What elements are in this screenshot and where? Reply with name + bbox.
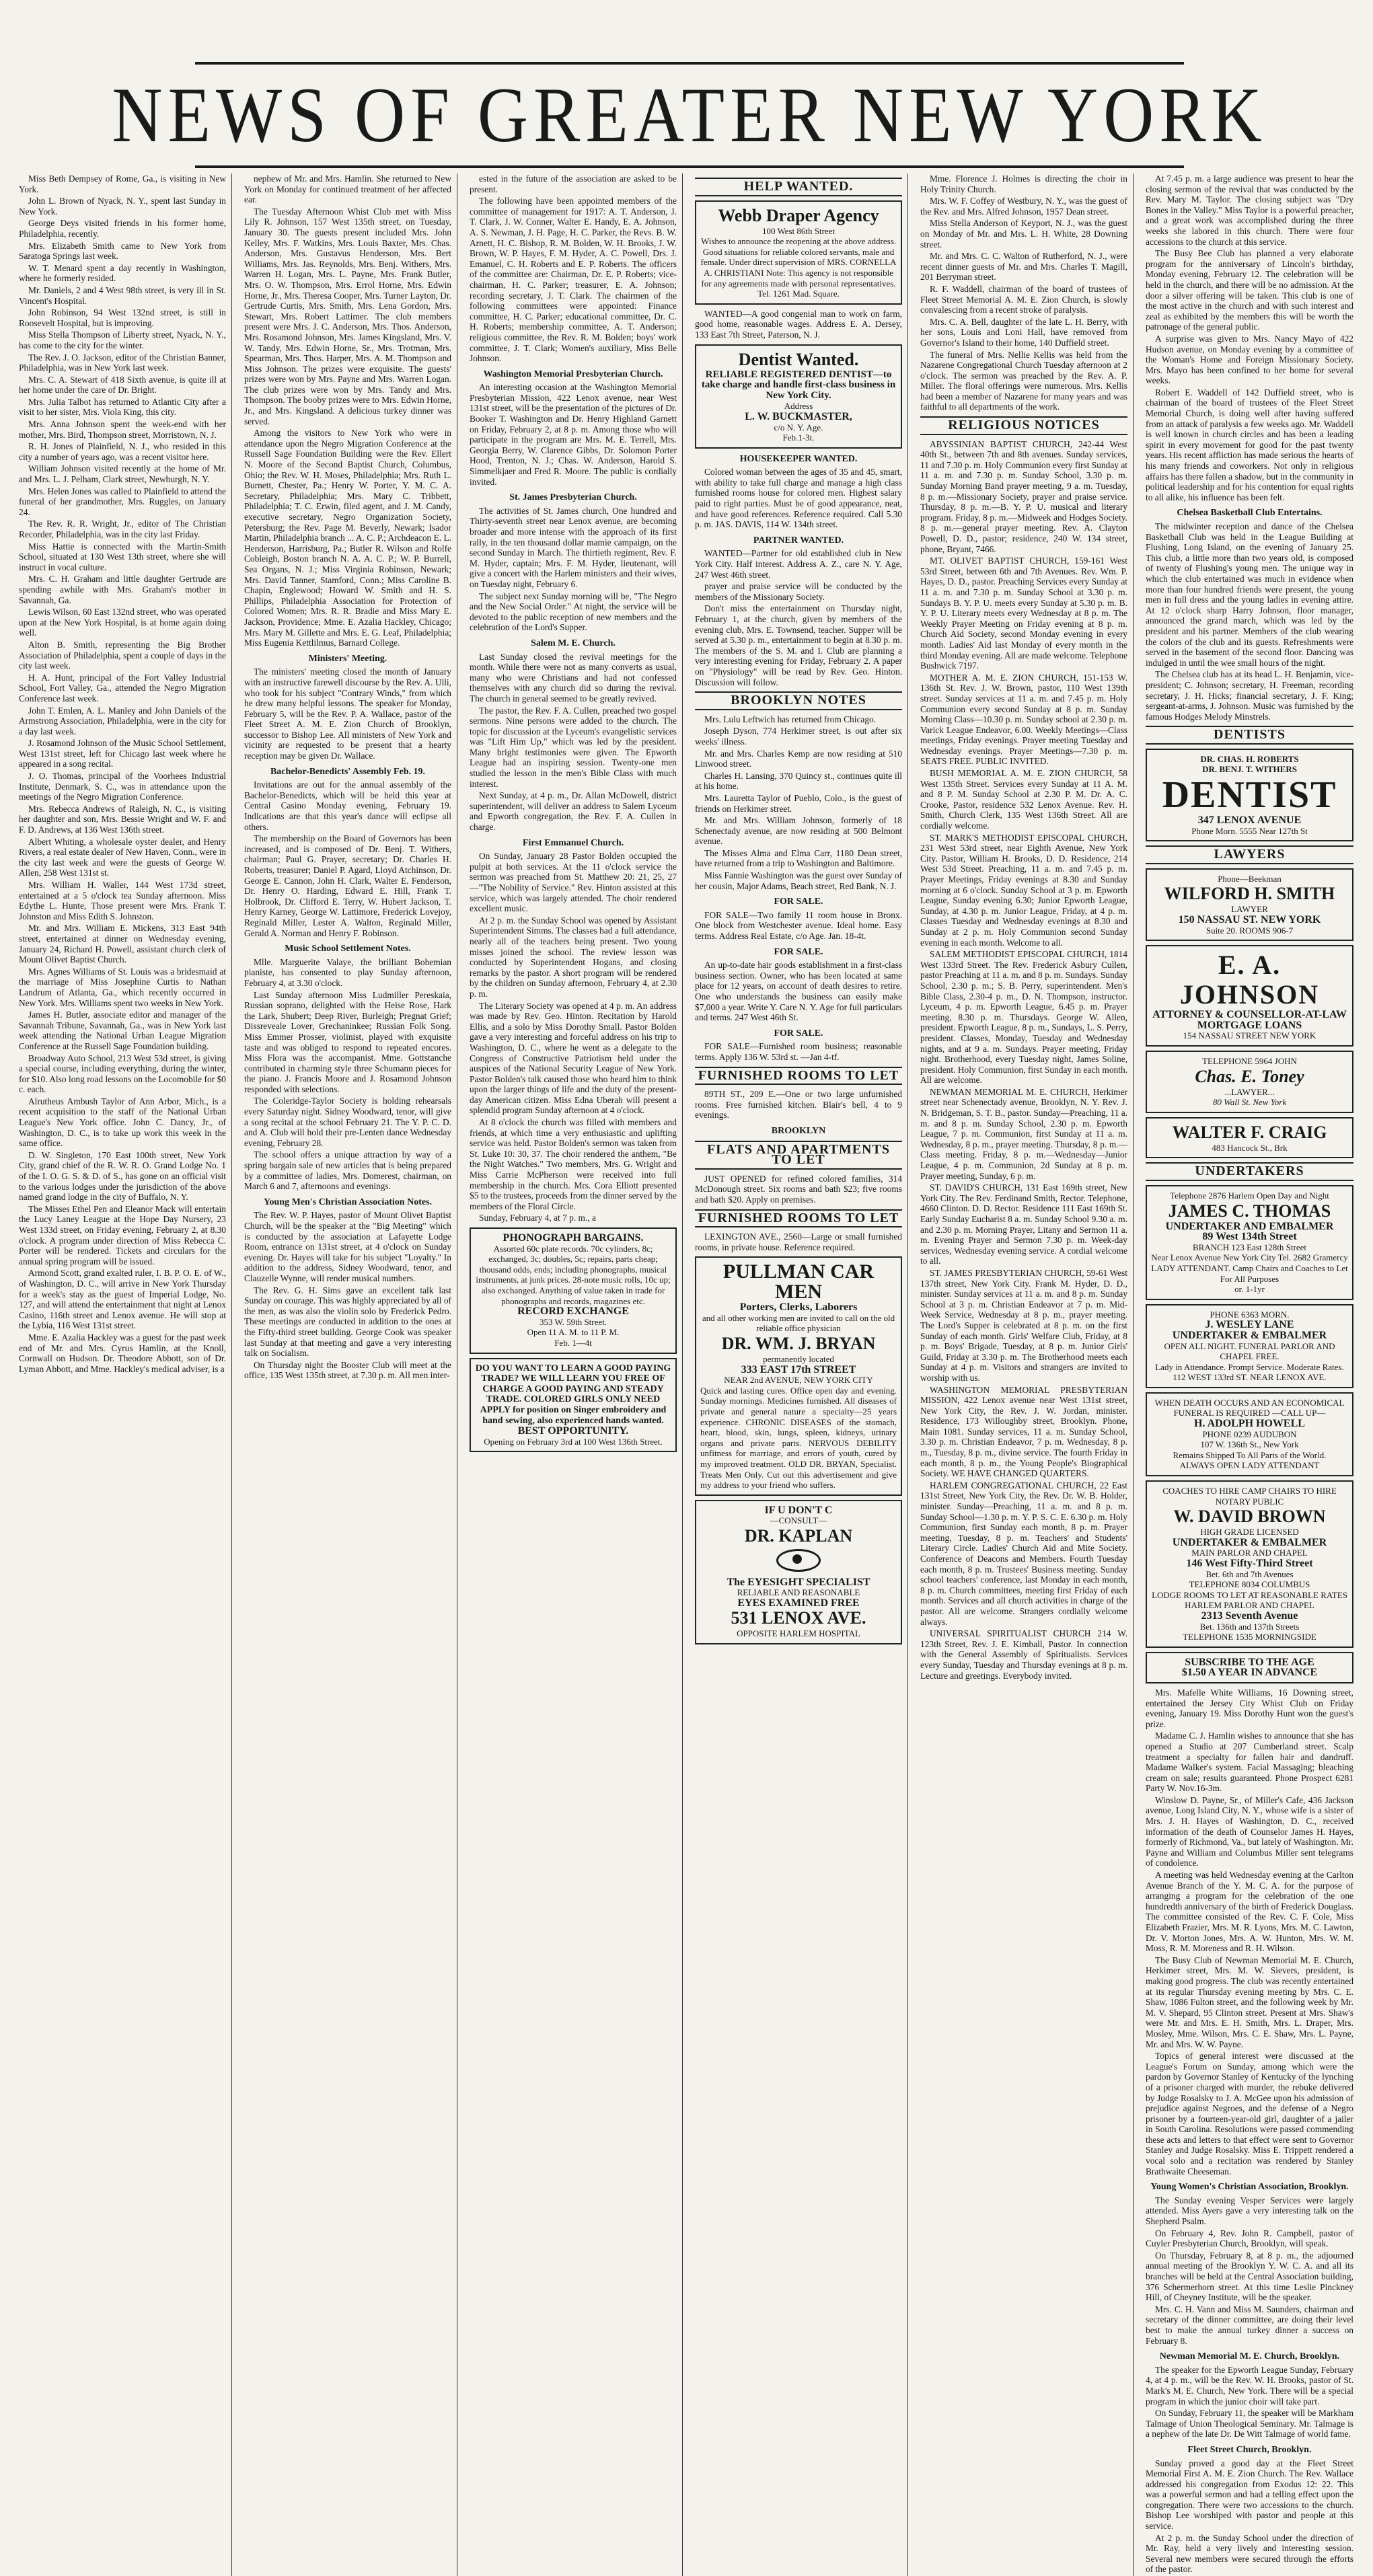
smith-ad <box>1146 868 1353 941</box>
article-paragraph: At 2 p. m. the Sunday School was opened by Assistant Superintendent Simms. The classes had a full attendance, nearly all of the teachers being present. Two young misses joined the school. The review lesson was conducted by Superintendent Hogans, and closing remarks by the pastor. A short program will be rendered by the children on Sunday afternoon, February 4, at 2.30 p. m. <box>470 915 677 999</box>
pullman-title: PULLMAN CAR MEN <box>722 1260 875 1303</box>
brooklyn-note: Charles H. Lansing, 370 Quincy st., continues quite ill at his home. <box>695 770 902 792</box>
article-paragraph: Mr. Daniels, 2 and 4 West 98th street, is very ill in St. Vincent's Hospital. <box>19 285 226 306</box>
article-paragraph: Mrs. C. H. Graham and little daughter Gertrude are spending awhile with Mrs. Graham's mother in Savannah, Ga. <box>19 574 226 605</box>
sale2-text: An up-to-date hair goods establishment in a first-class business section. Owner, who has been located at same place for 12 years, on account of death desires to retire. One who understands the business can easily make $7,000 a year. Write Y. Care N. Y. Age for full particulars and terms. 247 West 46th St. <box>695 960 902 1023</box>
article-paragraph: UNIVERSAL SPIRITUALIST CHURCH 214 W. 123th Street, Rev. J. E. Kimball, Pastor. In connection with the General Assembly of Spiritualists. Services every Sunday, Tuesday and Thursday evenings at 8 p. m. Lecture and greetings. Everybody invited. <box>920 1628 1127 1681</box>
article-paragraph: Alrutheus Ambush Taylor of Ann Arbor, Mich., is a recent acquisition to the staff of the National Urban League's New York office. John C. Dancy, Jr., of Washington, D. C., is to take up work this week in the same office. <box>19 1096 226 1149</box>
dentist-name-2: DR. BENJ. T. WITHERS <box>1202 764 1297 775</box>
article-paragraph: At 2 p. m. the Sunday School under the direction of Mr. Ray, held a very lively and interesting session. Several new members were secured through the efforts of the pastor. <box>1146 2532 1353 2575</box>
article-paragraph: Mr. and Mrs. William E. Mickens, 313 East 94th street, entertained at dinner on Wednesday evening, January 24, Richard H. Powell, assistant church clerk of Mount Olivet Baptist Church. <box>19 923 226 965</box>
article-paragraph: John Robinson, 94 West 132nd street, is still in Roosevelt Hospital, but is improving. <box>19 307 226 328</box>
howell-ad <box>1146 1392 1353 1476</box>
pullman-sub: Porters, Clerks, Laborers <box>739 1301 858 1314</box>
article-paragraph: The following have been appointed members of the committee of management for 1917: A. T. Anderson, J. T. Clark, J. W. Conner, Walter E. Handy, E. A. Johnson, A. S. Newman, J. H. Page, H. C. Parker, the Revs. B. W. Arnett, H. C. Bishop, R. M. Bolden, W. H. Brooks, J. W. Brown, W. P. Hayes, F. M. Hyder, A. C. Powell, Drs. J. Emanuel, C. H. Roberts and E. P. Roberts. The officers of the committee are: Chairman, Dr. E. P. Roberts; vice-chairman, H. C. Parker; treasurer, E. A. Johnson; recording secretary, J. T. Clark. The chairmen of the following committees were appointed: Finance committee, H. C. Parker; educational committee, Dr. C. H. Roberts; membership committee, A. T. Anderson; religious committee, the Rev. R. M. Bolden; boys' work committee, J. T. Clark; Women's auxiliary, Miss Belle Johnson. <box>470 196 677 364</box>
craig-name: WALTER F. CRAIG <box>1172 1122 1327 1142</box>
dentist-wanted-text: RELIABLE REGISTERED DENTIST—to take charge and handle first-class business in New York City. <box>701 369 896 401</box>
article-paragraph: ST. JAMES PRESBYTERIAN CHURCH, 59-61 West 137th street, New York City. Frank M. Hyder, D. D., minister. Sunday services at 11 a. m. and 8 p. m. Sunday School at 3 p. m. Christian Endeavor at 7 p. m. Mid-Week Service, Wednesday at 8 p. m., prayer meeting. The Lord's Supper is celebrated at 8 p. m. on the first Sunday of each month. Girls' Welfare Club, Friday, at 8 p. m. Boys' Brigade, Tuesday, at 8 p. m. Junior Girls' Guild, Friday at 3.30 p. m. The Brotherhood meets each Sunday at 4 p. m. Visitors and strangers are invited to worship with us. <box>920 1267 1127 1383</box>
webb-draper-ad <box>695 200 902 305</box>
brooklyn-note: Mr. and Mrs. Charles Kemp are now residing at 510 Linwood street. <box>695 748 902 769</box>
lane-open: OPEN ALL NIGHT. FUNERAL PARLOR AND CHAPEL FREE. <box>1164 1340 1335 1362</box>
article-paragraph: Mrs. William H. Waller, 144 West 173d street, entertained at a 5 o'clock tea Sunday afternoon. Miss Edythe L. Hunte, Those present were Mrs. Frank T. Johnston and Miss Edith S. Johnston. <box>19 880 226 921</box>
johnson-addr: 154 NASSAU STREET NEW YORK <box>1183 1030 1316 1041</box>
kaplan-consult: —CONSULT— <box>770 1515 827 1526</box>
article-paragraph: James H. Butler, associate editor and manager of the Savannah Tribune, Savannah, Ga., was in New York last week attending the National Urban League Migration Conference at the Russell Sage Foundation building. <box>19 1010 226 1051</box>
brooklyn-note: Mrs. Lulu Leftwich has returned from Chicago. <box>704 714 877 724</box>
partner-text: WANTED—Partner for old established club in New York City. Half interest. Address A. Z., care N. Y. Age, 247 West 46th street. <box>695 548 902 580</box>
phonograph-ad-hours: Open 11 A. M. to 11 P. M. <box>527 1327 620 1338</box>
article-paragraph: ested in the future of the association are asked to be present. <box>470 174 677 194</box>
article-paragraph: Invitations are out for the annual assembly of the Bachelor-Benedicts, which will be held this year at Central Casino Monday evening, February 19. Indications are that this year's dance will eclipse all others. <box>244 780 451 832</box>
article-paragraph: NEWMAN MEMORIAL M. E. CHURCH, Herkimer street near Schenectady avenue, Brooklyn, N. Y. Rev. J. N. Bridgeman, S. T. B., pastor. Sunday—Preaching, 11 a. m. and 8 p. m. Sunday School, 2.30 p. m. Epworth League, 7 p. m. Communion, first Sunday at 11 a. m. Wednesday, 8 p. m., prayer meeting. Thursday, 8 p. m.—Class meeting. Friday, 8 p. m.—Wednesday—Junior League, 4 p. m. Communion, 2d Sunday at 8 p. m. Prayer meeting, Sunday, 6 p. m. <box>920 1086 1127 1181</box>
article-paragraph: H. A. Hunt, principal of the Fort Valley Industrial School, Fort Valley, Ga., attended the Negro Migration Conference last week. <box>19 672 226 704</box>
article-paragraph: Robert E. Waddell of 142 Duffield street, who is chairman of the board of trustees of the Fleet Street Memorial Church, is doing well after having suffered from an attack of paralysis a few weeks ago. Mr. Waddell is well known in church circles and has been a leading spirit in every movement for good for the past twenty years. His recent affliction has made serious the hearts of his many friends and coworkers. Not only in religious affairs has there fallen a shadow, but in the community in political leadership and for his contention for equal rights to all alike, his influence has been felt. <box>1146 387 1353 502</box>
lane-addr: 112 WEST 133rd ST. NEAR LENOX AVE. <box>1173 1372 1327 1383</box>
pullman-doctor: DR. WM. J. BRYAN <box>721 1334 876 1354</box>
article-paragraph: The midwinter reception and dance of the Chelsea Basketball Club was held in the League Building at Flushing, Long Island, on the evening of January 25. This club, a little more than two years old, is composed of twenty of Flushing's young men. The unique way in which the club entertained was much in evidence when more than four hundred friends were present, the young men in full dress and the young ladies in evening attire. At 12 o'clock sharp Harry Johnson, floor manager, announced the grand march, which was led by the president and his partner. Members of the club wearing the colors of the club and its guests. Refreshments were served in the basement of the second floor. Dancing was indulged in until the wee small hours of the night. <box>1146 521 1353 668</box>
phonograph-ad-text: Assorted 60c plate records. 70c cylinders, 8c; exchanged, 3c; doubles, 5c; repairs, parts cheap; thousand odds, ends; including phonographs, musical instruments, at junk prices. 28-note music rolls, 10c up; also exchanged. Anything of value taken in trade for phonographs and records, magazines etc. <box>476 1243 671 1306</box>
craig-ad <box>1146 1117 1353 1159</box>
article-paragraph: An interesting occasion at the Washington Memorial Presbyterian Mission, 422 Lenox avenue, near West 131st street, will be the presentation of the pictures of Dr. Booker T. Washington and Dr. Henry Highland Garnett on Friday, February 2, at 8 p. m. Among those who will participate in the program are Mrs. M. E. Terrell, Mrs. Georgia Berry, W. Clarence Gibbs, Dr. Solomon Porter Hood, Trenton, N. J.; Chas. W. Anderson, Harold S. Simmelkjaer and Fred R. Moore. The public is cordially invited. <box>470 382 677 487</box>
brown-addr2: 2313 Seventh Avenue <box>1201 1609 1298 1622</box>
article-paragraph: The Rev. G. H. Sims gave an excellent talk last Sunday on courage. This was highly appreciated by all of the men, as was also the violin solo by Frederick Pedro. These meetings are conducted in addition to the ones at the Fifty-third street building. George Cook was speaker last Sunday at that meeting and gave a very interesting talk on Socialism. <box>244 1285 451 1359</box>
brooklyn-note: Mrs. Lauretta Taylor of Pueblo, Colo., is the guest of friends on Herkimer street. <box>695 792 902 814</box>
prayer-text: prayer and praise service will be conducted by the members of the Missionary Society. <box>695 581 902 602</box>
article-paragraph: The Busy Bee Club has planned a very elaborate program for the anniversary of Lincoln's birthday, Monday evening, February 12. The celebration will be held in the church, and there will be no admission. At the door a silver offering will be taken. This club is one of the most active in the church and with such interest and zeal as exhibited by the members this will be worth the patronage of the general public. <box>1146 248 1353 332</box>
newspaper-columns <box>13 174 1359 2575</box>
article-heading: Young Women's Christian Association, Brooklyn. <box>1150 2182 1349 2193</box>
pullman-addr: 333 EAST 17th STREET <box>741 1363 856 1375</box>
article-paragraph: On Thursday, February 8, at 8 p. m., the adjourned annual meeting of the Brooklyn Y. W. C. A. and all its branches will be held at the Central Association building, 376 Schermerhorn street. At this time Leslie Pinckney Hill, of Cheyney Institute, will be the speaker. <box>1146 2250 1353 2303</box>
column-6-articles <box>1146 174 1353 722</box>
article-paragraph: John T. Emlen, A. L. Manley and John Daniels of the Armstrong Association, Philadelphia, were in the city for a day last week. <box>19 705 226 736</box>
article-paragraph: Madame C. J. Hamlin wishes to announce that she has opened a Studio at 207 Cumberland street. Scalp treatment a specialty for fallen hair and dandruff. Madame Walker's system. Facial Massaging; bleaching cream on sale; results guaranteed. Phone Prospect 6281 Party W. Nov.16-3m. <box>1146 1731 1353 1794</box>
column-2 <box>239 174 457 2576</box>
article-paragraph: Mme. E. Azalia Hackley was a guest for the past week end of Mr. and Mrs. Cyrus Hamlin, at the Knoll, Cornwall on Hudson. Dr. Theodore Abbott, son of Dr. Lyman Abbott, and Mme. Hackley's medical adviser, is a <box>19 1332 226 1374</box>
howell-addr: 107 W. 136th St., New York <box>1200 1439 1299 1450</box>
article-paragraph: W. T. Menard spent a day recently in Washington, where he formerly resided. <box>19 262 226 284</box>
masthead-title: NEWS OF GREATER NEW YORK <box>112 71 1267 159</box>
article-paragraph: ABYSSINIAN BAPTIST CHURCH, 242-44 West 40th St., between 7th and 8th avenues. Sunday services, 11 and 7.30 p. m. Holy Communion every first Sunday at 11 a. m. and 7.30 p. m. Sunday School, 3.30 p. m. Sunday Morning Band prayer meeting, 9 a. m. Tuesday, 8 p. m.—Missionary Society, prayer and praise service. Thursday, 8 p. m.—B. Y. P. U. musical and literary program. Friday, 8 p. m.—Midweek and Hodges Society. 8 p. m.—general prayer meeting. Rev. A. Clayton Powell, D. D., pastor; residence, 240 W. 134 street, phone, Bryant, 7466. <box>920 439 1127 554</box>
kaplan-eyes: EYES EXAMINED FREE <box>737 1597 860 1609</box>
undertakers-banner: UNDERTAKERS <box>1146 1162 1353 1181</box>
article-paragraph: Miss Hattie is connected with the Martin-Smith School, situated at 130 West 13th street, where she will instruct in vocal culture. <box>19 541 226 572</box>
phonograph-ad-date: Feb. 1—4t <box>554 1337 592 1348</box>
article-heading: Fleet Street Church, Brooklyn. <box>1187 2444 1312 2455</box>
article-paragraph: Topics of general interest were discussed at the League's Forum on Sunday, among which were the pardon by Governor Stanley of Kentucky of the lynching of a prisoner charged with murder, the rebuke delivered by Judge Rosalsky to J. A. McGee upon his admission of prejudice against Negroes, and the defense of a Negro prisoner by a fourteen-year-old girl, daughter of a jailer in South Carolina. Resolutions were passed commending these acts and letters to that effect were sent to Governor Stanley and Judge Rosalsky. Miss E. Trippett rendered a vocal solo and a recitation was rendered by Stanley Brathwaite Cheeseman. <box>1146 2051 1353 2176</box>
howell-name: H. ADOLPH HOWELL <box>1194 1418 1305 1430</box>
howell-when: WHEN DEATH OCCURS AND AN ECONOMICAL FUNERAL IS REQUIRED —CALL UP— <box>1154 1397 1345 1418</box>
craig-addr: 483 Hancock St., Brk <box>1212 1142 1288 1153</box>
lane-title: UNDERTAKER & EMBALMER <box>1172 1329 1327 1341</box>
article-paragraph: The Tuesday Afternoon Whist Club met with Miss Lily R. Johnson, 157 West 135th street, on Tuesday, January 30. The guests present included Mrs. John Kelley, Mrs. F. Watkins, Mrs. Louis Baxter, Mrs. Chas. Anderson, Mrs. Gustavus Henderson, Mrs. Bert Williams, Mrs. Jas. Reynolds, Mrs. Benj. Withers, Mrs. Warren H. Logan, Mrs. L. Payne, Mrs. Frank Butler, Mrs. O. W. Thompson, Mrs. Errol Horne, Mrs. Edwin Horne, Jr., Mrs. Theresa Cooper, Mrs. Turner Layton, Dr. Gertrude Curtis, Mrs. Smith, Mrs. Lena Gordon, Mrs. Stewart, Mrs. Robert Lattimer. The club members present were Mrs. J. C. Anderson, Mrs. Thos. Anderson, Mrs. Rosamond Johnson, Mrs. James Kingsland, Mrs. V. W. Tandy, Mrs. Edwin Horne, Sr., Mrs. Trotman, Mrs. Spearman, Mrs. Thos. Harper, Mrs. A. M. Thompson and Miss Johnson. The prizes were exquisite. The guests' prizes were won by Mrs. Payne and Mrs. Warren Logan. The club prizes were won by Mrs. Tandy and Mrs. Thompson. The booby prizes were to Mrs. Edwin Horne, Jr., and Mrs. Kingsland. A delicious turkey dinner was served. <box>244 206 451 426</box>
article-paragraph: BUSH MEMORIAL A. M. E. ZION CHURCH, 58 West 135th Street. Services every Sunday at 11 A. M. and 8 P. M. Sunday School at 2.30 P. M. Dr. A. C. Crooke, Pastor, residence 532 Lenox Avenue. Rev. H. Smith, Church Clerk, 135 West 136th Street. All are cordially welcome. <box>920 768 1127 831</box>
article-paragraph: ST. MARK'S METHODIST EPISCOPAL CHURCH, 231 West 53rd street, near Eighth Avenue, New York City. Pastor, William H. Brooks, D. D. Residence, 214 West 53d Street. Preaching, 11 a. m. and 7.45 p. m. Prayer Meetings, Friday evenings at 8.30 and Sunday morning at 6 o'clock. Sunday School at 3 p. m. Epworth League, Sunday evening 6.30; Junior Epworth League, Sunday, at 4.30 p. m. Junior League, Friday, at 4 p. m. Classes Tuesday and Wednesday evenings at 8.30 and Sunday at 2 p. m. Holy Communion second Sunday evening in each month. Welcome to all. <box>920 832 1127 948</box>
article-paragraph: Mr. and Mrs. C. C. Walton of Rutherford, N. J., were recent dinner guests of Mr. and Mrs. Charles T. Magill, 201 Berryman street. <box>920 251 1127 282</box>
thomas-date: or. 1-1yr <box>1234 1284 1265 1295</box>
furnished1-text: 89TH ST., 209 E.—One or two large unfurnished rooms. Free furnished kitchen. Blair's bell, 4 to 9 evenings. <box>695 1089 902 1121</box>
sale1-title: FOR SALE. <box>774 897 823 907</box>
thomas-ad <box>1146 1185 1353 1300</box>
brown-between: Bet. 6th and 7th Avenues <box>1205 1568 1294 1579</box>
trade-ad-text: DO YOU WANT TO LEARN A GOOD PAYING TRADE? WE WILL LEARN YOU FREE OF CHARGE A GOOD PAYING AND STEADY TRADE. COLORED GIRLS ONLY NEED APPLY for position on Singer embroidery and hand sewing, also experienced hands wanted. <box>475 1363 671 1426</box>
article-heading: First Emmanuel Church. <box>522 837 624 848</box>
article-paragraph: The membership on the Board of Governors has been increased, and is composed of Dr. Benj. T. Withers, chairman; Paul G. Prayer, secretary; Dr. Charles H. Roberts, treasurer; Daniel P. Agard, Lloyd Atchinson, Dr. George E. Cannon, John H. Clark, Walter E. Fenderson, Dr. Henry O. Harding, Edward E. Hill, Frank T. Holbrook, Dr. Clifford E. Terry, W. Hubert Jackson, T. Henry Karney, George W. Lattimore, Frederick Lovejoy, Reginald Miller, Lester A. Walton, Reginald Miller, Gerald A. Norman and Henry F. Robinson. <box>244 833 451 938</box>
agency-addr: 100 West 86th Street <box>762 225 836 236</box>
article-paragraph: The ministers' meeting closed the month of January with an instructive farewell discourse by the Rev. A. Ulli, who took for his subject "Contrary Winds," from which he drew many helpful lessons. The speaker for Monday, February 5, will be the Rev. P. A. Wallace, pastor of the Fleet Street A. M. E. Zion Church of Brooklyn, successor to Bishop Lee. All ministers of New York and vicinity are requested to be present that a hearty reception may be given Dr. Wallace. <box>244 667 451 761</box>
article-heading: Young Men's Christian Association Notes. <box>263 1197 433 1207</box>
article-paragraph: Miss Stella Anderson of Keyport, N. J., was the guest on Monday of Mr. and Mrs. L. H. White, 28 Downing street. <box>920 218 1127 250</box>
johnson-sub: MORTGAGE LOANS <box>1197 1019 1302 1031</box>
thomas-branch: BRANCH 123 East 128th Street <box>1193 1242 1306 1252</box>
column-6-articles-2 <box>1146 1688 1353 2575</box>
article-heading: Salem M. E. Church. <box>531 638 616 648</box>
lane-lady: Lady in Attendance. Prompt Service. Moderate Rates. <box>1155 1361 1344 1372</box>
article-paragraph: WASHINGTON MEMORIAL PRESBYTERIAN MISSION, 422 Lenox avenue near West 131st street, New York City, the Rev. J. W. Jordan, minister. Residence, 173 Willoughby street, Brooklyn. Phone, Main 1081. Sunday services, 11 a. m. Sunday School, 3.30 p. m. Christian Endeavor, 7 p. m. Wednesday, 8 p. m., Tuesday, 8 p. m., divine service. The fourth Friday in each month, 8 p. m., the Young People's Biographical Society. WE HAVE CHANGED QUARTERS. <box>920 1384 1127 1479</box>
article-paragraph: Mrs. Agnes Williams of St. Louis was a bridesmaid at the marriage of Miss Josephine Curtis to Nathan Landrum of Atlanta, Ga., which recently occurred in New York. Mrs. Williams spent two weeks in New York. <box>19 966 226 1008</box>
toney-name: Chas. E. Toney <box>1195 1066 1304 1086</box>
smith-phone: Phone—Beekman <box>1218 873 1282 884</box>
thomas-title: UNDERTAKER AND EMBALMER <box>1165 1220 1334 1232</box>
phonograph-ad-sub: RECORD EXCHANGE <box>517 1305 629 1318</box>
article-paragraph: Next Sunday, at 4 p. m., Dr. Allan McDowell, district superintendent, will deliver an address to Salem Lyceum and Epworth congregation, the Rev. F. A. Cullen in charge. <box>470 790 677 833</box>
brown-name: W. DAVID BROWN <box>1173 1507 1326 1527</box>
johnson-name: E. A. JOHNSON <box>1179 950 1320 1010</box>
article-paragraph: On Thursday night the Booster Club will meet at the office, 135 West 135th street, at 7.30 p. m. All men inter- <box>244 1359 451 1381</box>
sale2-title: FOR SALE. <box>774 946 823 957</box>
phonograph-ad <box>470 1227 677 1354</box>
sale1-text: FOR SALE—Two family 11 room house in Bronx. One block from Westchester avenue. Ideal home. Easy terms. Address Real Estate, c/o Age. Jan. 18-4t. <box>695 909 902 942</box>
article-paragraph: The pastor, the Rev. F. A. Cullen, preached two gospel sermons. Nine persons were added to the church. The topic for discussion at the Lyceum's evangelistic services was "Lift Him Up," which was led by the president. Many bright testimonies were given. The Epworth League had an inspiring session. Twenty-one men studied the lesson in the men's Bible Class with much interest. <box>470 705 677 789</box>
kaplan-title: The EYESIGHT SPECIALIST <box>727 1576 870 1588</box>
masthead <box>112 62 1267 168</box>
article-heading: Chelsea Basketball Club Entertains. <box>1177 508 1323 519</box>
brooklyn-note: Mr. and Mrs. William Johnson, formerly of 18 Schenectady avenue, are now residing at 500 Belmont avenue. <box>695 815 902 847</box>
furnished-rooms-banner-2: FURNISHED ROOMS TO LET <box>695 1209 902 1228</box>
article-paragraph: The subject next Sunday morning will be, "The Negro and the New Social Order." At night, the service will be devoted to the public reception of new members and the celebration of the Lord's Supper. <box>470 591 677 633</box>
section-banner: RELIGIOUS NOTICES <box>920 416 1127 435</box>
brown-high: HIGH GRADE LICENSED <box>1200 1527 1299 1538</box>
brooklyn-note: The Misses Alma and Elma Carr, 1180 Dean street, have returned from a trip to Washington and Baltimore. <box>695 847 902 869</box>
article-paragraph: J. O. Thomas, principal of the Voorhees Industrial Institute, Denmark, S. C., was in attendance upon the meetings of the Negro Migration Conference. <box>19 771 226 802</box>
smith-rooms: Suite 20. ROOMS 906-7 <box>1205 925 1294 936</box>
column-4 <box>690 174 908 2576</box>
brown-lodge: LODGE ROOMS TO LET AT REASONABLE RATES <box>1152 1589 1347 1600</box>
furnished-rooms-banner: FURNISHED ROOMS TO LET <box>695 1067 902 1086</box>
article-paragraph: Last Sunday closed the revival meetings for the month. While there were not as many converts as usual, many who were Christians and had not confessed themselves with any church did so during the revival. The church in general seemed to be greatly revived. <box>470 651 677 704</box>
lawyers-banner: LAWYERS <box>1146 845 1353 864</box>
brooklyn-note: Joseph Dyson, 774 Herkimer street, is out after six weeks' illness. <box>695 726 902 747</box>
brown-tel: TELEPHONE 8034 COLUMBUS <box>1189 1579 1310 1590</box>
article-paragraph: HARLEM CONGREGATIONAL CHURCH, 22 East 131st Street, New York City, the Rev. Dr. W. B. Holder, minister. Sunday—Preaching, 11 a. m. and 8 p. m. Sunday School—1.30 p. m. Y. P. S. C. E. 6.30 p. m. Holy Communion, first Sunday each month, 8 p. m. Prayer meeting, Tuesday, 8 p. m. Teachers' and Students' Literary Circle. Ladies' Church Aid and Mite Society. Conference of Deacons and Members. Fourth Tuesday each month, 8 p. m. Trustees' Business meeting. Sunday school teachers' conference, last Monday in each month, 8 p. m. Church committees, meeting first Friday of each month. Services and all church activities in charge of the pastor. All are welcome. Strangers cordially welcome always. <box>920 1480 1127 1627</box>
dentist-name: L. W. BUCKMASTER, <box>745 410 852 422</box>
toney-phone: TELEPHONE 5964 JOHN <box>1202 1056 1297 1066</box>
brooklyn-note: Miss Fannie Washington was the guest over Sunday of her cousin, Major Adams, Beach street, Red Bank, N. J. <box>695 870 902 891</box>
article-paragraph: J. Rosamond Johnson of the Music School Settlement, West 131st street, left for Chicago last week where he appeared in a song recital. <box>19 738 226 769</box>
dentist-ad <box>1146 749 1353 841</box>
partner-title: PARTNER WANTED. <box>753 535 844 545</box>
toney-addr: 80 Wall St. New York <box>1212 1097 1287 1108</box>
article-paragraph: Albert Whiting, a wholesale oyster dealer, and Henry Rivers, a real estate dealer of New Haven, Conn., were in the city last week and were the guests of George W. Allen, 258 West 131st st. <box>19 836 226 878</box>
article-paragraph: The school offers a unique attraction by way of a spring bargain sale of new articles that is being prepared by a committee of ladies, Mrs. Domerest, chairman, on March 6 and 7, afternoons and evenings. <box>244 1149 451 1192</box>
article-paragraph: William Johnson visited recently at the home of Mr. and Mrs. L. J. Pelham, Clark street, Newburgh, N. Y. <box>19 463 226 485</box>
smith-name: WILFORD H. SMITH <box>1164 884 1335 904</box>
johnson-title: ATTORNEY & COUNSELLOR-AT-LAW <box>1152 1009 1347 1021</box>
article-paragraph: Mrs. Anna Johnson spent the week-end with her mother, Mrs. Bird, Thompson street, Morristown, N. J. <box>19 419 226 440</box>
article-paragraph: Mrs. Mafelle White Williams, 16 Downing street, entertained the Jersey City Whist Club on Friday evening, January 19. Miss Dorothy Hunt won the guest's prize. <box>1146 1687 1353 1729</box>
article-paragraph: Winslow D. Payne, Sr., of Miller's Cafe, 436 Jackson avenue, Long Island City, N. Y., whose wife is a sister of Mrs. J. H. Hayes of Washington, D. C., received information of the death of Counselor James H. Hayes, formerly of Richmond, Va., but lately of Washington. Mr. Payne and William and Columbus Miller sent telegrams of condolence. <box>1146 1794 1353 1868</box>
trade-ad-opening: Opening on February 3rd at 100 West 136th Street. <box>484 1436 663 1447</box>
article-paragraph: Mrs. Elizabeth Smith came to New York from Saratoga Springs last week. <box>19 240 226 262</box>
brooklyn-notes-banner: BROOKLYN NOTES <box>695 691 902 710</box>
housekeeper-text: Colored woman between the ages of 35 and 45, smart, with ability to take full charge and manage a high class furnished rooms house for colored men. Highest salary paid to right parties. Must be of good appearance, neat, and have good references. Reference required. Call 5.30 p. m. JAS. DAVIS, 114 W. 134th street. <box>695 467 902 530</box>
subscribe-ad <box>1146 1652 1353 1683</box>
article-paragraph: The Literary Society was opened at 4 p. m. An address was made by Rev. Geo. Hinton. Recitation by Harold Ellis, and a solo by Miss Dorothy Small. Pastor Bolden gave a very interesting and forceful address on his trip to Washington, D. C., where he went as a delegate to the Congress of Constructive Patriotism held under the auspices of the National Security League of New York. Pastor Bolden's talk caused those who heard him to think upon the larger things of life and the duty of the present-day American citizen. Miss Edna Uberah will present a splendid program Sunday afternoon at 4 o'clock. <box>470 1000 677 1116</box>
article-paragraph: The Rev. R. R. Wright, Jr., editor of The Christian Recorder, Philadelphia, was in the city last Friday. <box>19 519 226 539</box>
article-paragraph: Mlle. Marguerite Valaye, the brilliant Bohemian pianiste, has consented to play Sunday afternoon, February 4, at 3.30 o'clock. <box>244 956 451 988</box>
sale3-text: FOR SALE—Furnished room business; reasonable terms. Apply 136 W. 53rd st. —Jan 4-tf. <box>695 1041 902 1062</box>
brown-coaches: COACHES TO HIRE CAMP CHAIRS TO HIRE <box>1162 1486 1337 1497</box>
phonograph-ad-title: PHONOGRAPH BARGAINS. <box>503 1232 644 1244</box>
johnson-ad <box>1146 945 1353 1047</box>
smith-title: LAWYER <box>1231 904 1268 915</box>
article-paragraph: Armond Scott, grand exalted ruler, I. B. P. O. E. of W., of Washington, D. C., will arrive in New York Thursday for a week's stay as the guest of Imperial Lodge, No. 127, and will attend the entertainment that night at Lenox Casino, 116th street and Lenox avenue. He will stop at the Lybia, 116 West 131st street. <box>19 1268 226 1331</box>
dentist-date: Feb.1-3t. <box>782 432 815 443</box>
article-paragraph: At 7.45 p. m. a large audience was present to hear the closing sermon of the revival that was conducted by the Rev. Mary M. Taylor. The closing subject was "Dry Bones in the Valley." Miss Taylor is a powerful preacher, and a great work was accomplished during the three weeks she labored in this church. There were four accessions to the church at this service. <box>1146 174 1353 247</box>
kaplan-reliable: RELIABLE AND REASONABLE <box>737 1587 860 1598</box>
article-paragraph: Mrs. C. A. Bell, daughter of the late L. H. Berry, with her sons, Louis and Loni Hall, have removed from Governor's Island to their home, 140 Duffield street. <box>920 316 1127 348</box>
article-paragraph: A meeting was held Wednesday evening at the Carlton Avenue Branch of the Y. M. C. A. for the purpose of arranging a program for the celebration of the one hundredth anniversary of the birth of Frederick Douglass. The committee consisted of the Rev. C. F. Cole, Miss Elizabeth Frazier, Mrs. M. R. Lyons, Mrs. M. C. Lawton, Dr. V. Morton Jones, Mrs. A. W. Hunton, Mrs. W. M. Moss, R. M. Moreness and R. H. Wilson. <box>1146 1870 1353 1954</box>
article-paragraph: Sunday, February 4, at 7 p. m., a <box>479 1213 596 1223</box>
thomas-addr: 89 West 134th Street <box>1202 1231 1297 1243</box>
pullman-ad <box>695 1256 902 1496</box>
column-3 <box>464 174 683 2576</box>
dentist-big: DENTIST <box>1162 774 1337 817</box>
housekeeper-title: HOUSEKEEPER WANTED. <box>739 453 858 464</box>
brown-harlem: HARLEM PARLOR AND CHAPEL <box>1185 1600 1314 1611</box>
trade-ad <box>470 1358 677 1453</box>
dentists-banner: DENTISTS <box>1146 726 1353 745</box>
article-paragraph: Miss Beth Dempsey of Rome, Ga., is visiting in New York. <box>19 174 226 194</box>
brooklyn-notes <box>695 714 902 892</box>
kaplan-ad <box>695 1500 902 1644</box>
pullman-text: Quick and lasting cures. Office open day and evening. Sunday mornings. Medicines furnished. All diseases of private and general nature a specialty—25 years experience. CHRONIC DISEASES of the stomach, heart, blood, skin, lungs, spleen, kidneys, urinary organs and private parts. NERVOUS DEBILITY unfitness for marriage, and errors of youth, cured by my improved treatment. OLD DR. BRYAN, Specialist. Treats Men Only. Cut out this advertisement and give my address to your friend who suffers. <box>700 1385 897 1490</box>
dentist-addr: 347 LENOX AVENUE <box>1197 815 1302 827</box>
article-paragraph: The Rev. J. O. Jackson, editor of the Christian Banner, Philadelphia, was in New York last week. <box>19 352 226 373</box>
brown-addr1: 146 West Fifty-Third Street <box>1186 1558 1313 1569</box>
article-paragraph: On Sunday, February 11, the speaker will be Markham Talmage of Union Theological Seminary. Mr. Talmage is a nephew of the late Dr. De Witt Talmage of world fame. <box>1146 2408 1353 2439</box>
article-paragraph: Mme. Florence J. Holmes is directing the choir in Holy Trinity Church. <box>920 174 1127 194</box>
trade-ad-best: BEST OPPORTUNITY. <box>517 1425 629 1437</box>
brooklyn-small: BROOKLYN <box>771 1125 826 1136</box>
article-paragraph: A surprise was given to Mrs. Nancy Mayo of 422 Hudson avenue, on Monday evening by a committee of the Woman's Home and Foreign Missionary Society. Mrs. Mayo has been confined to her home for several weeks. <box>1146 333 1353 386</box>
article-paragraph: The Chelsea club has at its head L. H. Benjamin, vice-president; C. Johnson; secretary, H. Freeman, recording secretary, J. H. Hicks; financial secretary, J. F. King; sergeant-at-arms, J. Johnson. Music was furnished by the famous Hodges Melody Minstrels. <box>1146 669 1353 722</box>
article-paragraph: The speaker for the Epworth League Sunday, February 4, at 4 p. m., will be the Rev. W. H. Brooks, pastor of St. Mark's M. E. Church, New York. There will be a special program in which the junior choir will take part. <box>1146 2364 1353 2407</box>
lane-ad <box>1146 1304 1353 1388</box>
subscribe-text: SUBSCRIBE TO THE AGE <box>1185 1656 1314 1668</box>
thomas-name: JAMES C. THOMAS <box>1168 1201 1331 1221</box>
article-paragraph: R. F. Waddell, chairman of the board of trustees of Fleet Street Memorial A. M. E. Zion Church, is slowly convalescing from a recent stroke of paralysis. <box>920 283 1127 315</box>
wanted-farm: WANTED—A good congenial man to work on farm, good home, reasonable wages. Address E. A. Dersey, 133 East 7th Street, Paterson, N. J. <box>695 308 902 340</box>
dentist-wanted-ad <box>695 344 902 449</box>
article-paragraph: Mrs. W. F. Coffey of Westbury, N. Y., was the guest of the Rev. and Mrs. Alfred Johnson, 1957 Dean street. <box>920 196 1127 217</box>
furnished2-text: LEXINGTON AVE., 2560—Large or small furnished rooms, in private house. Reference required. <box>695 1232 902 1252</box>
article-heading: Ministers' Meeting. <box>308 653 387 664</box>
dentist-name-1: DR. CHAS. H. ROBERTS <box>1200 753 1299 764</box>
pullman-near: NEAR 2nd AVENUE, NEW YORK CITY <box>724 1375 873 1386</box>
thomas-near: Near Lenox Avenue New York City Tel. 2682 Gramercy <box>1151 1252 1348 1263</box>
dentist-address-label: Address <box>784 401 813 412</box>
eye-icon <box>776 1549 821 1572</box>
dentist-phone: Phone Morn. 5555 Near 127th St <box>1191 825 1308 836</box>
article-paragraph: George Deys visited friends in his former home, Philadelphia, recently. <box>19 218 226 239</box>
column-6 <box>1140 174 1359 2576</box>
dentist-co: c/o N. Y. Age. <box>774 422 823 432</box>
article-paragraph: On February 4, Rev. John R. Campbell, pastor of Cuyler Presbyterian Church, Brooklyn, will speak. <box>1146 2228 1353 2249</box>
article-paragraph: The Misses Ethel Pen and Eleanor Mack will entertain the Lucy Laney League at the Hope Day Nursery, 23 West 133d street, on Friday evening, February 2, at 8.30 o'clock. A program under direction of Miss Rebecca C. Porter will be rendered. Tickets and circulars for the annual spring program will be issued. <box>19 1203 226 1266</box>
article-paragraph: The Sunday evening Vesper Services were largely attended. Miss Ayers gave a very interesting talk on the Shepherd Psalm. <box>1146 2195 1353 2227</box>
article-paragraph: R. H. Jones of Plainfield, N. J., who resided in this city a number of years ago, was a recent visitor here. <box>19 441 226 462</box>
thomas-attend: LADY ATTENDANT. Camp Chairs and Coaches to Let For All Purposes <box>1151 1262 1348 1284</box>
column-3-articles <box>470 174 677 1223</box>
article-paragraph: The Coleridge-Taylor Society is holding rehearsals every Saturday night. Sidney Woodward, tenor, will give a song recital at the school February 21. The Y. P. C. D. and A. Club will hold their pre-Lenten dance Wednesday evening, February 28. <box>244 1096 451 1148</box>
article-paragraph: Mrs. C. H. Vann and Miss M. Saunders, chairman and secretary of the dinner committee, are doing their level best to make the annual turkey dinner a success on February 8. <box>1146 2304 1353 2346</box>
article-heading: Bachelor-Benedicts' Assembly Feb. 19. <box>270 766 426 777</box>
howell-remains: Remains Shipped To All Parts of the World. <box>1173 1449 1327 1460</box>
article-paragraph: At 8 o'clock the church was filled with members and friends, at which time a very enthusiastic and uplifting service was held. Pastor Bolden's sermon was taken from St. Luke 10: 30, 37. The choir rendered the anthem, "Be the Night Watches." Two members, Mrs. G. Wright and Miss Carrie McPherson were received into full membership in the church. Mrs. Cora Elliott presented $5 to the trustees, proceeds from the dinner served by the members of the Floral Circle. <box>470 1117 677 1211</box>
article-paragraph: ST. DAVID'S CHURCH, 131 East 169th street, New York City. The Rev. Ferdinand Smith, Rector. Telephone, 4660 Clinton. D. D. Rector. Residence 111 East 169th St. Early Sunday Eucharist 8 a. m. Sunday School 9.30 a. m. and 2.30 p. m. Morning Prayer, Litany and Sermon 11 a. m. Evening Prayer and Sermon 7.30 p. m. Week-day services, Wednesday evening service. A cordial welcome to all. <box>920 1182 1127 1266</box>
flats-banner: FLATS AND APARTMENTS TO LET <box>695 1141 902 1170</box>
kaplan-addr: 531 LENOX AVE. <box>731 1608 866 1628</box>
article-paragraph: Mrs. Helen Jones was called to Plainfield to attend the funeral of her grandmother, Mrs. Ruggles, on January 24. <box>19 486 226 517</box>
flats-text: JUST OPENED for refined colored families, 314 McDonough street. Six rooms and bath $23; five rooms and bath $20. Apply on premises. <box>695 1173 902 1205</box>
toney-title: ...LAWYER... <box>1224 1086 1275 1097</box>
agency-text: Wishes to announce the reopening at the above address. Good situations for reliable colored servants, male and female. Under direct supervision of MRS. CORNELLA A. CHRISTIANI Note: This agency is not responsible for any agreements made with personal representatives. Tel. 1261 Mad. Square. <box>700 236 897 299</box>
subscribe-price: $1.50 A YEAR IN ADVANCE <box>1181 1667 1318 1679</box>
pullman-located: permanently located <box>763 1354 834 1365</box>
brown-ad <box>1146 1480 1353 1648</box>
article-paragraph: SALEM METHODIST EPISCOPAL CHURCH, 1814 West 133rd Street. The Rev. Frederick Asbury Cullen, pastor Preaching at 11 a. m. and 8 p. m. Sundays. Sunday School, 2.30 p. m.; S. B. Perry, superintendent. Men's Bible Class, 2.30-4 p. m., D. N. Thompson, instructor. Lyceum, 4 p. m. Epworth League, 6.45 p. m. Prayer meeting, 8.30 p. m. Thursdays. George W. Allen, president. Epworth League, 8 p. m., Sundays, L. S. Perry, president. Classes, Monday, Tuesday and Wednesday nights, and at 9 a. m. Sundays. Prayer meeting, Friday night. Brotherhood, every Tuesday night, James Soline, president. Holy Communion, first Sunday in each month. All are welcome. <box>920 949 1127 1086</box>
howell-phone: PHONE 0239 AUDUBON <box>1202 1429 1297 1439</box>
thomas-phone: Telephone 2876 Harlem Open Day and Night <box>1170 1190 1329 1201</box>
article-heading: Music School Settlement Notes. <box>285 944 411 954</box>
article-paragraph: Alton B. Smith, representing the Big Brother Association of Philadelphia, spent a couple of days in the city last week. <box>19 639 226 671</box>
kaplan-name: DR. KAPLAN <box>744 1525 853 1546</box>
agency-name: Webb Draper Agency <box>718 205 879 225</box>
article-paragraph: Miss Stella Thompson of Liberty street, Nyack, N. Y., has come to the city for the winter. <box>19 330 226 350</box>
article-paragraph: MOTHER A. M. E. ZION CHURCH, 151-153 W. 136th St. Rev. J. W. Brown, pastor, 110 West 139th street. Sunday services at 11 a. m. and 7.45 p. m. Holy Communion every second Sunday at 8 p. m. Sunday Morning Class—10.30 p. m. Sunday school at 2.30 p. m. Varick League Endeavor, 6.00. Weekly Meetings—Class meetings, Friday evenings. Prayer meeting Tuesday and Wednesday evenings. Prayer Meetings—7.30 p. m. SEATS FREE. PUBLIC INVITED. <box>920 672 1127 767</box>
article-paragraph: MT. OLIVET BAPTIST CHURCH, 159-161 West 53rd Street, between 6th and 7th Avenues. Rev. Wm. P. Hayes, D. D., pastor. Preaching Services every Sunday at 11 a. m. and 7.30 p. m. Sunday School at 3.30 p. m. Sundays B. Y. P. U. meets every Sunday at 5.30 p. m. B. Y. P. U. Literary meets every Wednesday at 8 p. m. The Weekly Prayer Meeting on Friday evening at 8 p. m. Church Aid Society, second Monday evening in every month. Ladies' Aid last Monday of every month in the third Monday evening. All are made welcome. Telephone Bushwick 7197. <box>920 556 1127 671</box>
column-5 <box>915 174 1134 2576</box>
dentist-wanted-title: Dentist Wanted. <box>738 349 859 369</box>
kaplan-opp: OPPOSITE HARLEM HOSPITAL <box>737 1628 860 1639</box>
brown-notary: NOTARY PUBLIC <box>1215 1496 1284 1507</box>
brown-between2: Bet. 136th and 137th Streets <box>1199 1621 1300 1632</box>
phonograph-ad-addr: 353 W. 59th Street. <box>539 1316 607 1327</box>
article-heading: St. James Presbyterian Church. <box>509 492 637 503</box>
brown-tel2: TELEPHONE 1535 MORNINGSIDE <box>1183 1632 1316 1642</box>
sale3-title: FOR SALE. <box>774 1028 823 1038</box>
article-paragraph: The funeral of Mrs. Nellie Kellis was held from the Nazarene Congregational Church Tuesday afternoon at 2 o'clock. The sermon was preached by the Rev. A. P. Miller. The floral offerings were numerous. Mrs. Kellis had been a member of Nazarene for many years and was faithful to all departments of the work. <box>920 349 1127 412</box>
article-paragraph: The Rev. W. P. Hayes, pastor of Mount Olivet Baptist Church, will be the speaker at the "Big Meeting" which is conducted by the association at Lafayette Lodge Room, entrance on 131st street, at 4 o'clock on Sunday evening. Dr. Hayes will take for his subject "Loyalty." In addition to the address, Sidney Woodward, tenor, and Clauzelle Wynne, will render musical numbers. <box>244 1210 451 1283</box>
article-paragraph: nephew of Mr. and Mrs. Hamlin. She returned to New York on Monday for continued treatment of her affected ear. <box>244 174 451 205</box>
article-heading: Newman Memorial M. E. Church, Brooklyn. <box>1159 2351 1340 2362</box>
article-paragraph: Mrs. Julia Talbot has returned to Atlantic City after a visit to her sister, Mrs. Viola King, this city. <box>19 396 226 418</box>
kaplan-lead: IF U DON'T C <box>764 1504 833 1516</box>
help-wanted-banner: HELP WANTED. <box>695 178 902 196</box>
howell-always: ALWAYS OPEN LADY ATTENDANT <box>1179 1460 1320 1471</box>
article-heading: Washington Memorial Presbyterian Church. <box>483 369 663 379</box>
article-paragraph: John L. Brown of Nyack, N. Y., spent last Sunday in New York. <box>19 196 226 217</box>
article-paragraph: Mrs. Rebecca Andrews of Raleigh, N. C., is visiting her daughter and son, Mrs. Bessie Wright and W. F. and F. D. Andrews, at 136 West 136th street. <box>19 803 226 835</box>
column-1 <box>13 174 232 2576</box>
smith-addr: 150 NASSAU ST. NEW YORK <box>1178 914 1321 926</box>
article-paragraph: The Busy Club of Newman Memorial M. E. Church, Herkimer street, Mrs. M. W. Sievers, president, is making good progress. The club was recently entertained at its regular Thursday evening meeting by Mrs. C. E. Shaw, 1086 Fulton street, and the following week by Mr. M. V. Shepard, 95 Clinton street. Present at Mrs. Shaw's were Mr. and Mrs. E. H. Smith, Mrs. L. Draper, Mrs. Mosley, Mme. Wilson, Mrs. C. E. Shaw, Mrs. L. Payne, Mr. and Mrs. W. W. Payne. <box>1146 1955 1353 2049</box>
article-paragraph: Lewis Wilson, 60 East 132nd street, who was operated upon at the New York Hospital, is at home again doing well. <box>19 607 226 638</box>
lane-phone: PHONE 6363 MORN. <box>1210 1309 1290 1320</box>
pullman-invite: and all other working men are invited to call on the old reliable office physician <box>702 1312 895 1334</box>
article-paragraph: Broadway Auto School, 213 West 53d street, is giving a special course, including everything, during the winter, for $10. Also long road lessons on the Locomobile for $0 c. each. <box>19 1053 226 1095</box>
article-paragraph: Mrs. C. A. Stewart of 418 Sixth avenue, is quite ill at her home under the care of Dr. Bright. <box>19 374 226 395</box>
toney-ad <box>1146 1051 1353 1113</box>
brown-parlor: MAIN PARLOR AND CHAPEL <box>1191 1548 1308 1558</box>
article-paragraph: D. W. Singleton, 170 East 100th street, New York City, grand chief of the R. W. R. O. Grand Lodge No. 1 of the I. O. G. S. & D. of S., has gone on an official visit to the various lodges under the jurisdiction of the above named grand lodge in the city of Buffalo, N. Y. <box>19 1149 226 1203</box>
article-paragraph: On Sunday, January 28 Pastor Bolden occupied the pulpit at both services. At the 11 o'clock service the sermon was preached from St. Matthew 20: 21, 25, 27—"The Nobility of Service." Rev. Hinton assisted at this service, which was largely attended. The choir rendered excellent music. <box>470 851 677 914</box>
article-paragraph: Last Sunday afternoon Miss Ludmiller Pereskaia, Russian soprano, delighted with the Heise Rose, Hark the Lark, Shubert; Deep River, Burleigh; Pregnat Grief; Dissreveale Lover, Grechaninkee; Russian Folk Song. Miss Emmer Prosser, violinist, played with exquisite taste and was obliged to respond to repeated encores. Miss Flora was the accompanist. Mme. Gottstanche contributed in charming style three Schumann pieces for the piano. J. Francis Moore and J. Rosamond Johnson responded with selections. <box>244 989 451 1094</box>
article-paragraph: Sunday proved a good day at the Fleet Street Memorial First A. M. E. Zion Church. The Rev. Wallace addressed his congregation from Exodus 12: 22. This was a powerful sermon and had a telling effect upon the congregation. There were two accessions to the church. Bishop Lee worshiped with pastor and people at this service. <box>1146 2458 1353 2532</box>
brown-title: UNDERTAKER & EMBALMER <box>1172 1536 1327 1548</box>
entertain-text: Don't miss the entertainment on Thursday night, February 1, at the church, given by members of the evening club, Mrs. E. Townsend, teacher. Supper will be served at 5.30 p. m., entertainment to begin at 8.30 p. m. The members of the S. M. and I. Club are planning a very interesting evening for Friday, February 2. A paper on "Physiology" will be read by Rev. Geo. Hinton. Discussion will follow. <box>695 603 902 687</box>
article-paragraph: Among the visitors to New York who were in attendance upon the Negro Migration Conference at the Russell Sage Foundation Building were the Rev. Ellert N. Moore of the Second Baptist Church, Columbus, Ohio; the Rev. W. H. Moses, Philadelphia; Mrs. Ruth L. Burnett, Chester, Pa.; Henry W. Porter, Y. M. C. A. Secretary, Philadelphia; Mrs. Mary C. Tribbett, Philadelphia; T. C. Erwin, filed agent, and J. M. Candy, executive secretary, Negro Organization Society, Petersburg; the Rev. Page M. Beverly, Newark; Isador Martin, Philadelphia branch ... A. C. P.; Archdeacon E. L. Henderson, Harrisburg, Pa.; Butler R. Wilson and Rolfe Cobleigh, Boston branch N. A. A. C. P.; W. P. Burrell, Sea Organs, N. J.; Miss Virginia Robinson, Newark; Mrs. David Tanner, Stamford, Conn.; Miss Caroline B. Chapin, Englewood; Howard W. Smith and H. S. Phillips, Philadelphia Association for Protection of Colored Women; Mrs. R. R. Bradie and Miss Mary E. Jackson, Providence; Mme. E. Azalia Hackley, Chicago; Mrs. Mary M. Gillette and Mrs. E. G. Leaf, Philadelphia; Miss Eugenia Kettlilmus, Barnard College. <box>244 428 451 648</box>
article-paragraph: The activities of St. James church, One hundred and Thirty-seventh street near Lenox avenue, are becoming broader and more intense with the approach of its first rally, in the ten thousand dollar mamie campaign, on the second Sunday in March. The thirtieth regiment, Rev. F. M. Hyder, captain; Mrs. F. M. Hyder, lieutenant, will give a concert with the Harlem ministers and their wives, on Tuesday night, February 6. <box>470 505 677 589</box>
lane-name: J. WESLEY LANE <box>1205 1319 1294 1331</box>
